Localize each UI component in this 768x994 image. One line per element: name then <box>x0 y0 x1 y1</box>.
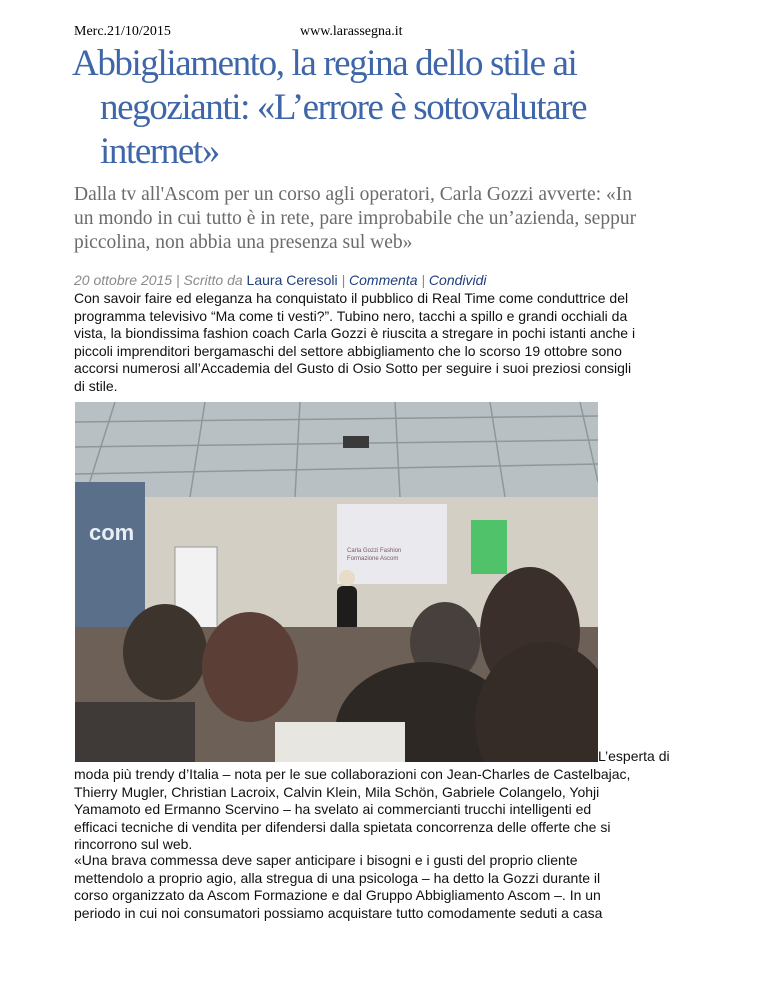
paragraph-quote <box>74 852 602 922</box>
paragraph-line: di stile. <box>74 377 118 394</box>
paragraph-line: Thierry Mugler, Christian Lacroix, Calvin Klein, Mila Schön, Gabriele Colangelo, Yohji <box>74 783 600 800</box>
paragraph-line: programma televisivo “Ma come ti vesti?”. Tubino nero, tacchi a spillo e grandi occhiali da <box>74 307 628 324</box>
seminar-photo <box>75 402 598 762</box>
publish-date: 20 ottobre 2015 <box>74 272 173 288</box>
header-date: Merc.21/10/2015 <box>74 24 171 39</box>
projection-screen <box>337 504 447 584</box>
paragraph-line: «Una brava commessa deve saper anticipare i bisogni e i gusti del proprio cliente <box>74 852 578 868</box>
speaker-head <box>339 570 355 586</box>
article-meta <box>74 271 487 289</box>
seminar-photo-scene <box>75 402 598 762</box>
wall-logo: com <box>89 520 135 545</box>
meta-separator: | <box>341 272 346 288</box>
paragraph-2-start: L’esperta di <box>598 748 670 764</box>
header-site-url: www.larassegna.it <box>300 24 403 39</box>
paragraph-line: vista, la biondissima fashion coach Carla Gozzi è riuscita a stregare in pochi istanti anche i <box>74 325 636 341</box>
paragraph-intro <box>74 290 635 395</box>
screen-text-1: Carla Gozzi Fashion <box>347 548 402 554</box>
author-link[interactable]: Laura Ceresoli <box>246 272 338 288</box>
article-title <box>72 42 712 174</box>
comment-link[interactable]: Commenta <box>349 272 418 288</box>
paragraph-line: rincorrono sul web. <box>74 836 193 852</box>
paragraph-line: Con savoir faire ed eleganza ha conquistato il pubblico di Real Time come conduttrice del <box>74 290 629 306</box>
paragraph-line: efficaci tecniche di vendita per difendersi dalla spietata concorrenza delle offerte che si <box>74 818 611 835</box>
paragraph-expert <box>74 766 630 854</box>
screen-text-2: Formazione Ascom <box>347 556 399 562</box>
chair <box>75 702 195 762</box>
projector <box>343 436 369 448</box>
meta-separator: | <box>175 272 180 288</box>
paragraph-line: Yamamoto ed Ermanno Scervino – ha svelato ai commercianti trucchi intelligenti ed <box>74 801 592 817</box>
audience-member <box>123 604 207 700</box>
audience-member <box>202 612 298 722</box>
title-line-2: negozianti: «L’errore è sottovalutare <box>100 87 587 128</box>
title-line-3: internet» <box>100 131 219 172</box>
subtitle-line-2: un mondo in cui tutto è in rete, pare improbabile che un’azienda, seppur <box>74 208 637 229</box>
meta-separator: | <box>421 272 426 288</box>
desk <box>275 722 405 762</box>
subtitle-line-1: Dalla tv all'Ascom per un corso agli operatori, Carla Gozzi avverte: «In <box>74 184 632 205</box>
subtitle-line-3: piccolina, non abbia una presenza sul web» <box>74 232 413 253</box>
paragraph-line: periodo in cui noi consumatori possiamo acquistare tutto comodamente seduti a casa <box>74 904 603 921</box>
written-by-label: Scritto da <box>183 272 243 288</box>
paragraph-line: piccoli imprenditori bergamaschi del settore abbigliamento che lo scorso 19 ottobre sono <box>74 342 622 359</box>
paragraph-line: moda più trendy d’Italia – nota per le sue collaborazioni con Jean-Charles de Castelbajac, <box>74 766 631 782</box>
paragraph-line: accorsi numerosi all’Accademia del Gusto di Osio Sotto per seguire i suoi preziosi consigli <box>74 360 632 376</box>
paragraph-line: mettendolo a proprio agio, alla stregua di una psicologa – ha detto la Gozzi durante il <box>74 869 601 886</box>
paragraph-line: corso organizzato da Ascom Formazione e dal Gruppo Abbigliamento Ascom –. In un <box>74 887 601 903</box>
article-subtitle <box>74 183 724 255</box>
green-board <box>471 520 507 574</box>
title-line-1: Abbigliamento, la regina dello stile ai <box>72 43 577 84</box>
share-link[interactable]: Condividi <box>428 272 487 288</box>
